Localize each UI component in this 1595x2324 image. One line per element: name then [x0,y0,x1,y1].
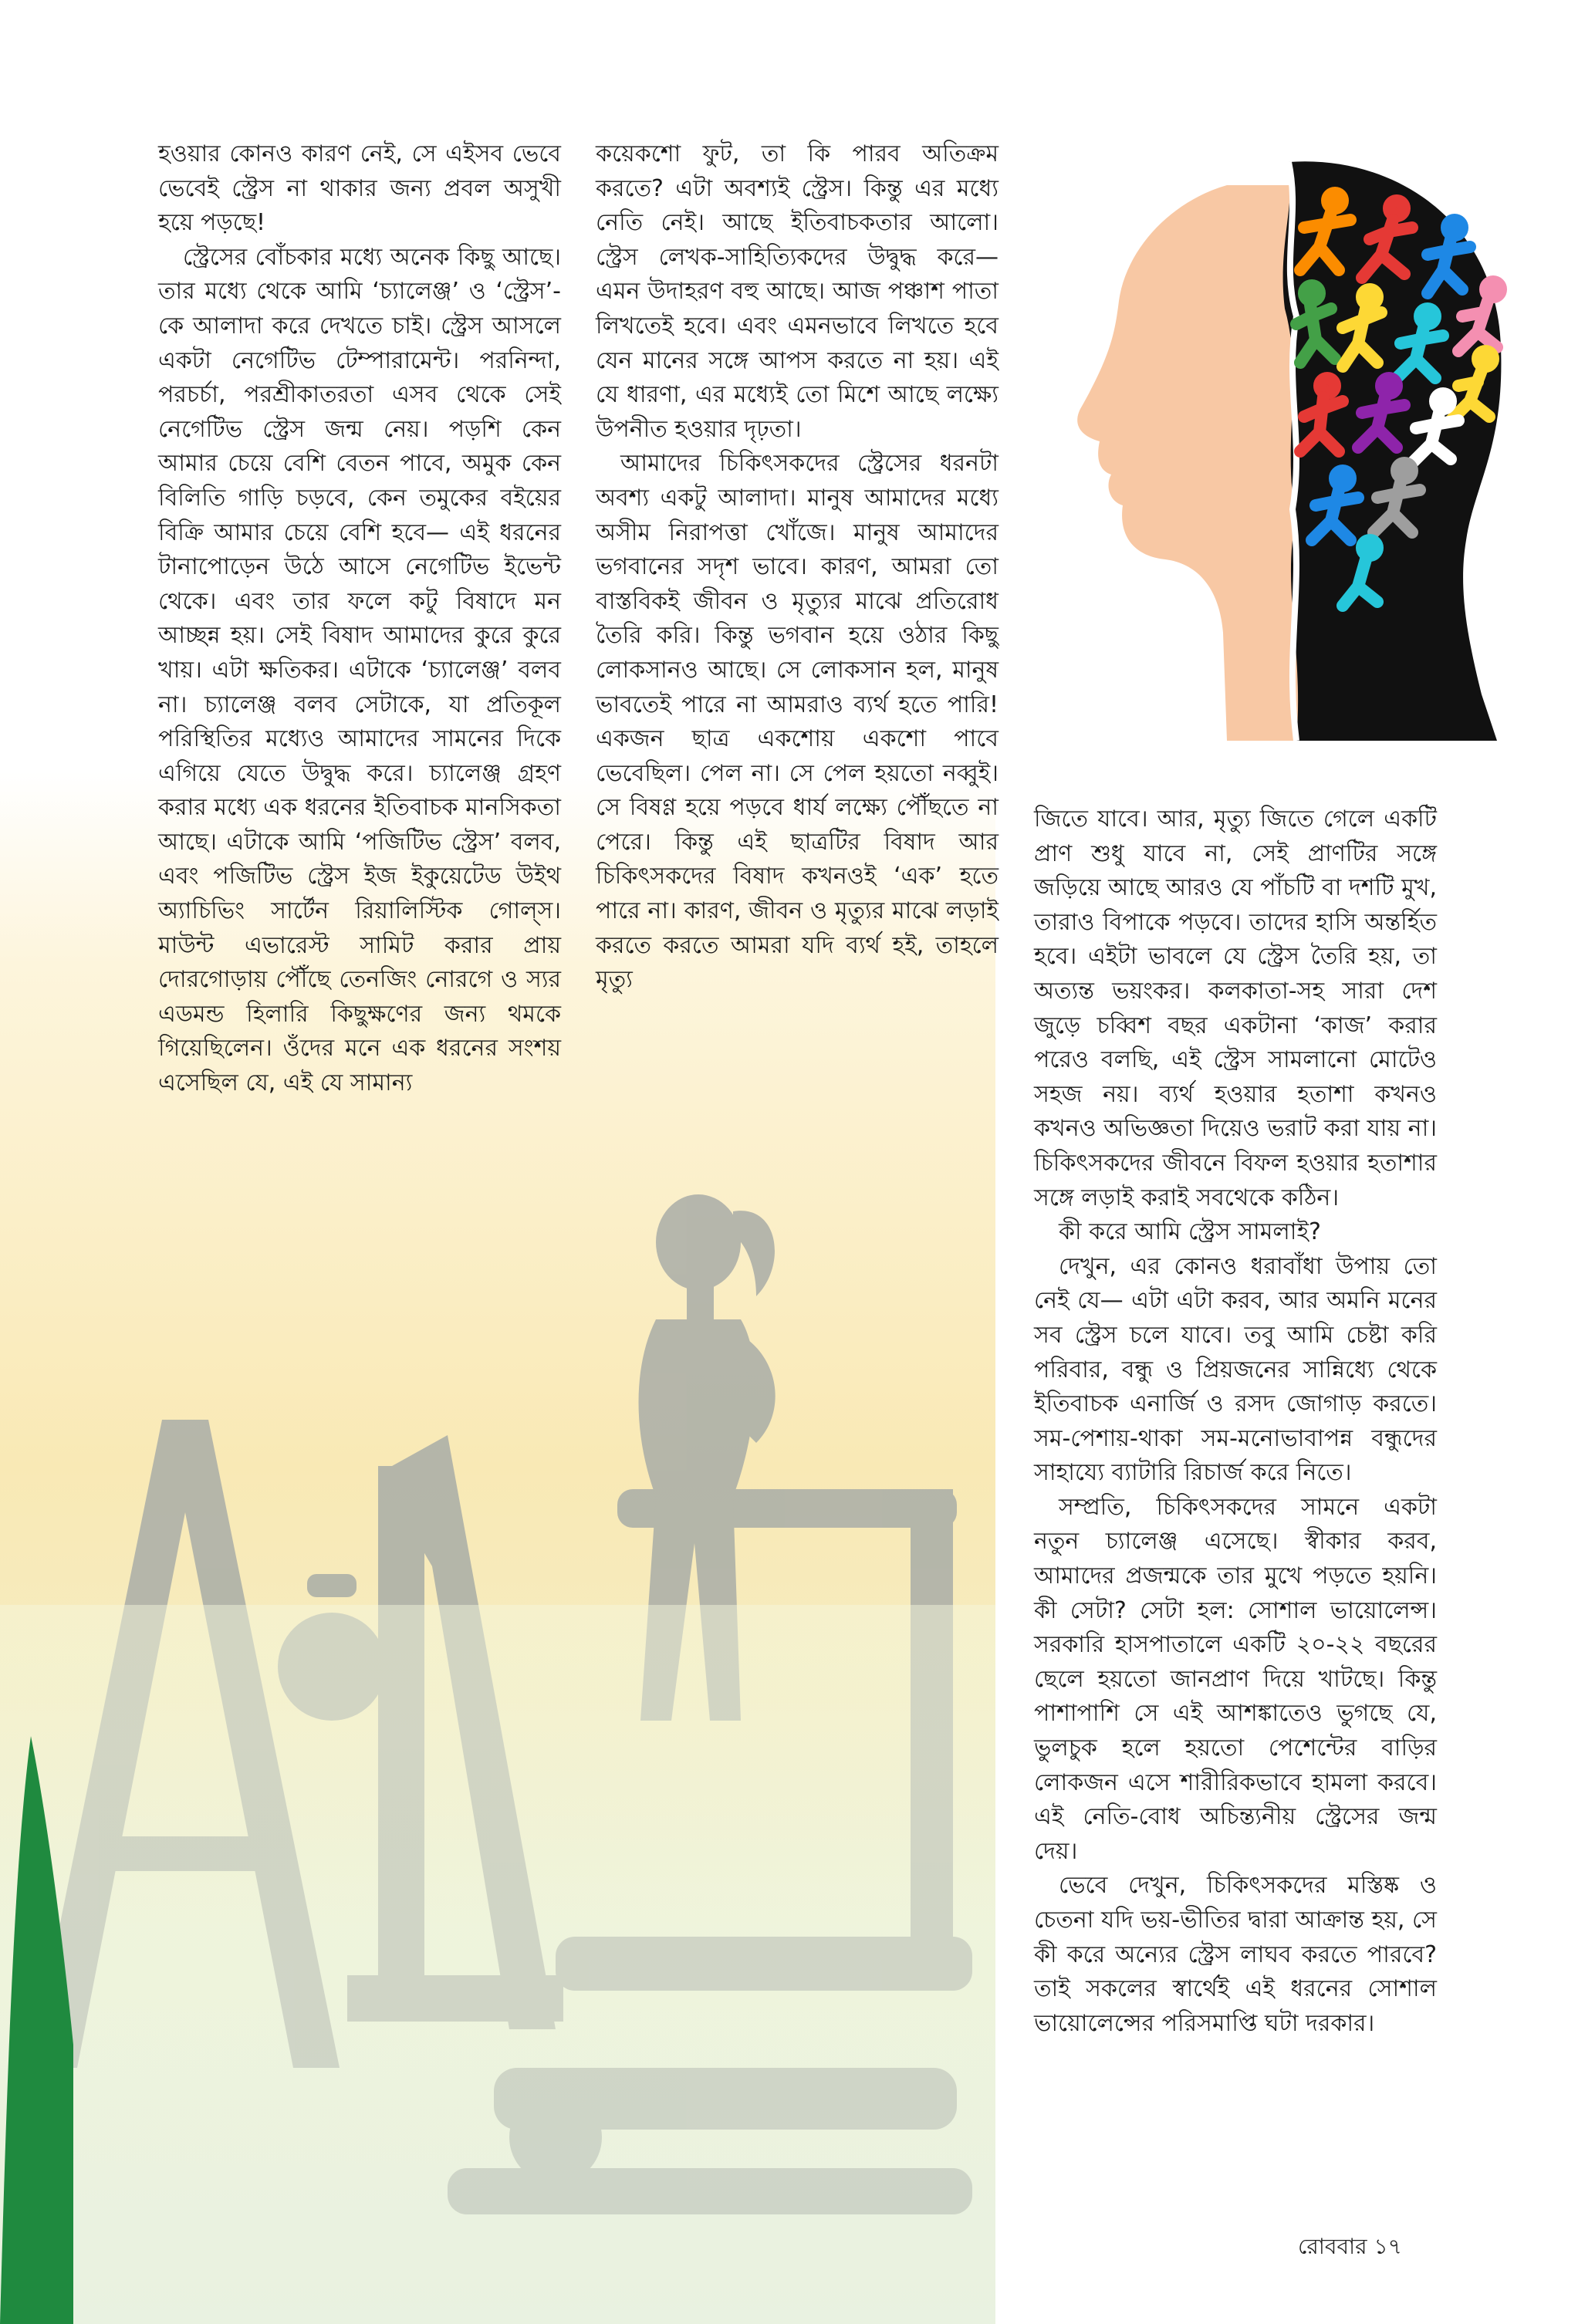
page-folio: রোববার ১৭ [1298,2234,1402,2259]
background-pale-band [0,1605,995,2324]
green-corner-shape [0,1736,73,2324]
paragraph: দেখুন, এর কোনও ধরাবাঁধা উপায় তো নেই যে— এটা এটা করব, আর অমনি মনের সব স্ট্রেস চলে যাবে। তবু আমি চেষ্টা করি পরিবার, বন্ধু ও প্রিয়জনের সান্নিধ্যে থেকে ইতিবাচক এনার্জি ও রসদ জোগাড় করতে। সম-পেশায়-থাকা সম-মনোভাবাপন্ন বন্ধুদের সাহায্যে ব্যাটারি রিচার্জ করে নিতে। [1034,1252,1437,1487]
subheading-question: কী করে আমি স্ট্রেস সামলাই? [1059,1218,1321,1246]
paragraph: হওয়ার কোনও কারণ নেই, সে এইসব ভেবে ভেবেই স্ট্রেস না থাকার জন্য প্রবল অসুখী হয়ে পড়ছে! [158,140,561,237]
paragraph: সম্প্রতি, চিকিৎসকদের সামনে একটা নতুন চ্যালেঞ্জ এসেছে। স্বীকার করব, আমাদের প্রজন্মকে তার মুখে পড়তে হয়নি। কী সেটা? সেটা হল: সোশাল ভায়োলেন্স। সরকারি হাসপাতালে একটি ২০-২২ বছরের ছেলে হয়তো জানপ্রাণ দিয়ে খাটছে। কিন্তু পাশাপাশি সে এই আশঙ্কাতেও ভুগছে যে, ভুলচুক হলে হয়তো পেশেন্টের বাড়ির লোকজন এসে শারীরিকভাবে হামলা করবে। এই নেতি-বোধ অচিন্ত্যনীয় স্ট্রেসের জন্ম দেয়। [1034,1493,1437,1865]
article-column-3 [1034,802,1437,2041]
head-with-runners-icon [1065,154,1512,741]
article-column-2 [596,137,999,998]
runner-head [656,1194,741,1290]
paragraph: জিতে যাবে। আর, মৃত্যু জিতে গেলে একটি প্রাণ শুধু যাবে না, সেই প্রাণটির সঙ্গে জড়িয়ে আছে আরও যে পাঁচটি বা দশটি মুখ, তারাও বিপাকে পড়বে। তাদের হাসি অন্তর্হিত হবে। এইটা ভাবলে যে স্ট্রেস তৈরি হয়, তা অত্যন্ত ভয়ংকর। কলকাতা-সহ সারা দেশ জুড়ে চব্বিশ বছর একটানা ‘কাজ’ করার পরেও বলছি, এই স্ট্রেস সামলানো মোটেও সহজ নয়। ব্যর্থ হওয়ার হতাশা কখনও কখনও অভিজ্ঞতা দিয়েও ভরাট করা যায় না। চিকিৎসকদের জীবনে বিফল হওয়ার হতাশার সঙ্গে লড়াই করাই সবথেকে কঠিন। [1034,806,1437,1211]
paragraph: স্ট্রেসের বোঁচকার মধ্যে অনেক কিছু আছে। তার মধ্যে থেকে আমি ‘চ্যালেঞ্জ’ ও ‘স্ট্রেস’-কে আলাদা করে দেখতে চাই। স্ট্রেস আসলে একটা নেগেটিভ টেম্পারামেন্ট। পরনিন্দা, পরচর্চা, পরশ্রীকাতরতা এসব থেকে সেই নেগেটিভ স্ট্রেস জন্ম নেয়। পড়শি কেন আমার চেয়ে বেশি বেতন পাবে, অমুক কেন বিলিতি গাড়ি চড়বে, কেন তমুকের বইয়ের বিক্রি আমার চেয়ে বেশি হবে— এই ধরনের টানাপোড়েন উঠে আসে নেগেটিভ ইভেন্ট থেকে। এবং তার ফলে কটু বিষাদে মন আচ্ছন্ন হয়। সেই বিষাদ আমাদের কুরে কুরে খায়। এটা ক্ষতিকর। এটাকে ‘চ্যালেঞ্জ’ বলব না। চ্যালেঞ্জ বলব সেটাকে, যা প্রতিকূল পরিস্থিতির মধ্যেও আমাদের সামনের দিকে এগিয়ে যেতে উদ্বুদ্ধ করে। চ্যালেঞ্জ গ্রহণ করার মধ্যে এক ধরনের ইতিবাচক মানসিকতা আছে। এটাকে আমি ‘পজিটিভ স্ট্রেস’ বলব, এবং পজিটিভ স্ট্রেস ইজ ইকুয়েটেড উইথ অ্যাচিভিং সার্টেন রিয়ালিস্টিক গোল্‌স। মাউন্ট এভারেস্ট সামিট করার প্রায় দোরগোড়ায় পৌঁছে তেনজিং নোরগে ও স্যর এডমন্ড হিলারি কিছুক্ষণের জন্য থমকে গিয়েছিলেন। ওঁদের মনে এক ধরনের সংশয় এসেছিল যে, এই যে সামান্য [158,243,561,1097]
paragraph: কয়েকশো ফুট, তা কি পারব অতিক্রম করতে? এটা অবশ্যই স্ট্রেস। কিন্তু এর মধ্যে নেতি নেই। আছে ইতিবাচকতার আলো। স্ট্রেস লেখক-সাহিত্যিকদের উদ্বুদ্ধ করে— এমন উদাহরণ বহু আছে। আজ পঞ্চাশ পাতা লিখতেই হবে। এবং এমনভাবে লিখতে হবে যেন মানের সঙ্গে আপস করতে না হয়। এই যে ধারণা, এর মধ্যেই তো মিশে আছে লক্ষ্যে উপনীত হওয়ার দৃঢ়তা। [596,140,999,443]
paragraph: ভেবে দেখুন, চিকিৎসকদের মস্তিষ্ক ও চেতনা যদি ভয়-ভীতির দ্বারা আক্রান্ত হয়, সে কী করে অন্যের স্ট্রেস লাঘব করতে পারবে? তাই সকলের স্বার্থেই এই ধরনের সোশাল ভায়োলেন্সের পরিসমাপ্তি ঘটা দরকার। [1034,1872,1437,2037]
paragraph: আমাদের চিকিৎসকদের স্ট্রেসের ধরনটা অবশ্য একটু আলাদা। মানুষ আমাদের মধ্যে অসীম নিরাপত্তা খোঁজে। মানুষ আমাদের ভগবানের সদৃশ ভাবে। কারণ, আমরা তো বাস্তবিকই জীবন ও মৃত্যুর মাঝে প্রতিরোধ তৈরি করি। কিন্তু ভগবান হয়ে ওঠার কিছু লোকসানও আছে। সে লোকসান হল, মানুষ ভাবতেই পারে না আমরাও ব্যর্থ হতে পারি! একজন ছাত্র একশোয় একশো পাবে ভেবেছিল। পেল না। সে পেল হয়তো নব্বুই। সে বিষণ্ণ হয়ে পড়বে ধার্য লক্ষ্যে পৌঁছতে না পেরে। কিন্তু এই ছাত্রটির বিষাদ আর চিকিৎসকদের বিষাদ কখনওই ‘এক’ হতে পারে না। কারণ, জীবন ও মৃত্যুর মাঝে লড়াই করতে করতে আমরা যদি ব্যর্থ হই, তাহলে মৃত্যু [596,450,999,994]
article-column-1 [158,137,561,1101]
